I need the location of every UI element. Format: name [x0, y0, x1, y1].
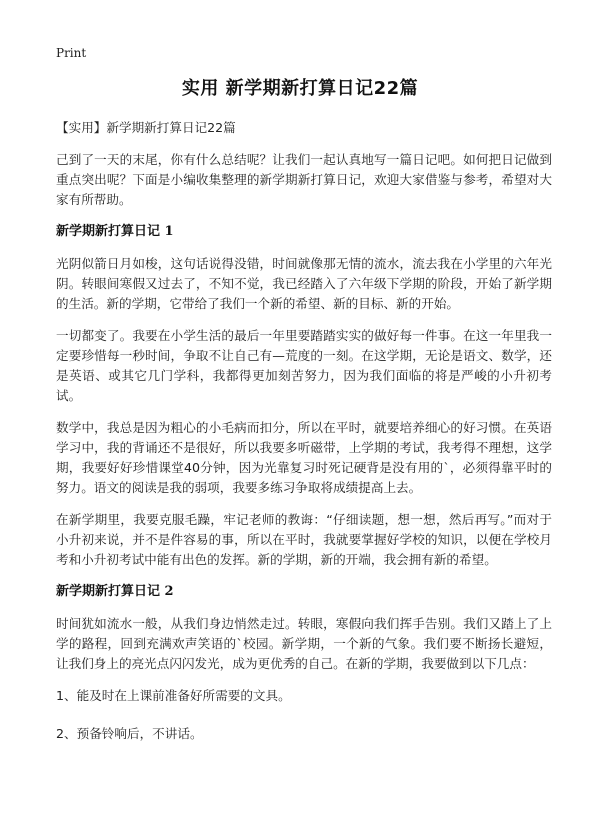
- section1-paragraph: 数学中，我总是因为粗心的小毛病而扣分，所以在平时，就要培养细心的好习惯。在英语学习中，我的背诵还不是很好，所以我要多听磁带，上学期的考试，我考得不理想，这学期，我要好好珍惜课堂40分钟，因为光靠复习时死记硬背是没有用的`，必须得靠平时的努力。语文的阅读是我的弱项，我要多练习争取将成绩提高上去。: [56, 420, 552, 495]
- document-body: [56, 118, 552, 762]
- section1-paragraph: 一切都变了。我要在小学生活的最后一年里要踏踏实实的做好每一件事。在这一年里我一定要珍惜每一秒时间，争取不让自己有—荒度的一刻。在这学期，无论是语文、数学，还是英语、或其它几门学科，我都得更加刻苦努力，因为我们面临的将是严峻的小升初考试。: [56, 328, 552, 403]
- page-title: 实用 新学期新打算日记22篇: [181, 78, 419, 99]
- section-heading-2: 新学期新打算日记 2: [56, 584, 174, 599]
- intro-paragraph: 己到了一天的末尾，你有什么总结呢？让我们一起认真地写一篇日记吧。如何把日记做到重点突出呢？下面是小编收集整理的新学期新打算日记，欢迎大家借鉴与参考，希望对大家有所帮助。: [56, 152, 552, 207]
- section2-paragraph: 时间犹如流水一般，从我们身边悄然走过。转眼，寒假向我们挥手告别。我们又踏上了上学的路程，回到充满欢声笑语的`校园。新学期，一个新的气象。我们要不断扬长避短，让我们身上的亮光点闪闪发光，成为更优秀的自己。在新的学期，我要做到以下几点：: [56, 616, 552, 671]
- list-item: 2、预备铃响后，不讲话。: [56, 726, 203, 741]
- section1-paragraph: 光阴似箭日月如梭，这句话说得没错，时间就像那无情的流水，流去我在小学里的六年光阴。转眼间寒假又过去了，不知不觉，我已经踏入了六年级下学期的阶段，开始了新学期的生活。新的学期，它带给了我们一个新的希望、新的目标、新的开始。: [56, 256, 552, 311]
- list-item: 1、能及时在上课前准备好所需要的文具。: [56, 688, 291, 703]
- document-subtitle: 【实用】新学期新打算日记22篇: [56, 120, 236, 135]
- section-heading-1: 新学期新打算日记 1: [56, 224, 174, 239]
- section1-paragraph: 在新学期里，我要克服毛躁，牢记老师的教诲：“仔细读题，想一想，然后再写。”而对于小升初来说，并不是件容易的事，所以在平时，我就要掌握好学校的知识，以便在学校月考和小升初考试中能有出色的发挥。新的学期，新的开端，我会拥有新的希望。: [56, 512, 552, 567]
- print-label: Print: [56, 46, 87, 60]
